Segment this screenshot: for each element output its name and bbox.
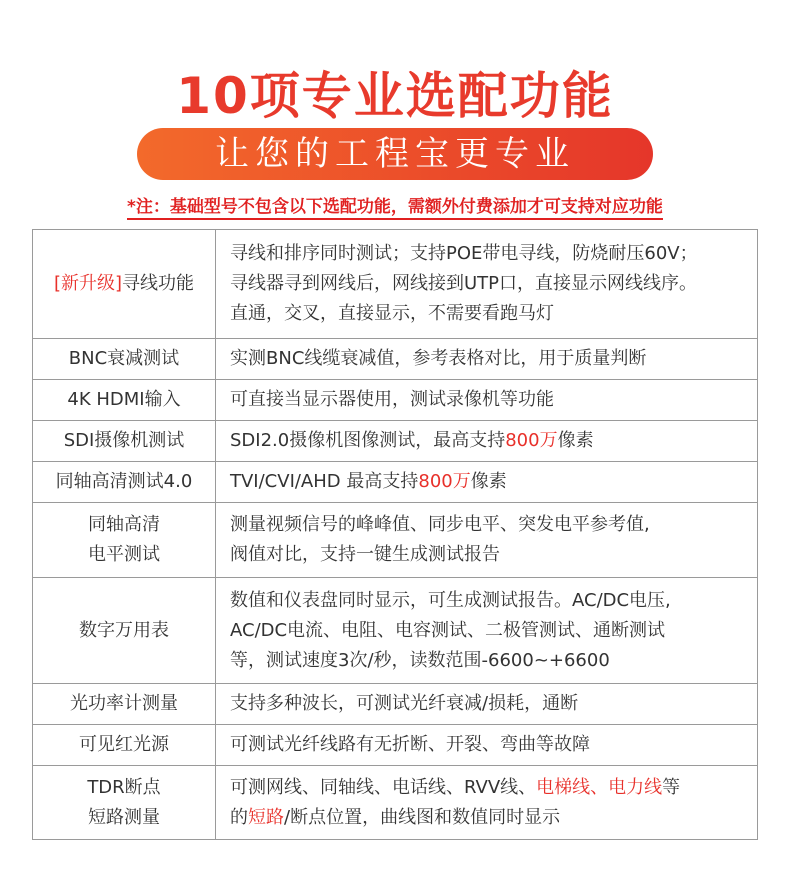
description-line bbox=[230, 803, 751, 833]
table-row bbox=[33, 684, 758, 725]
description-line: 测量视频信号的峰峰值、同步电平、突发电平参考值, bbox=[230, 514, 650, 535]
table-row bbox=[33, 725, 758, 766]
feature-label: 同轴高清 bbox=[88, 514, 160, 535]
description-line: 寻线和排序同时测试；支持POE带电寻线，防烧耐压60V； bbox=[230, 243, 698, 264]
feature-cell bbox=[33, 766, 216, 840]
feature-cell bbox=[33, 339, 216, 380]
description-line: 支持多种波长，可测试光纤衰减/损耗，通断 bbox=[230, 693, 579, 714]
highlight-text: 电梯线、电力线 bbox=[536, 776, 663, 798]
feature-label: BNC衰减测试 bbox=[68, 348, 180, 369]
table-row bbox=[33, 503, 758, 578]
description-cell bbox=[216, 503, 758, 578]
feature-label: 寻线功能 bbox=[122, 273, 195, 294]
disclaimer-text: *注：基础型号不包含以下选配功能，需额外付费添加才可支持对应功能 bbox=[127, 192, 663, 220]
description-line: 寻线器寻到网线后，网线接到UTP口，直接显示网线线序。 bbox=[230, 273, 698, 294]
feature-label: 4K HDMI输入 bbox=[67, 389, 181, 410]
highlight-text: 800万 bbox=[505, 430, 558, 451]
description-text: /断点位置，曲线图和数值同时显示 bbox=[284, 806, 561, 828]
feature-tag: [新升级] bbox=[53, 273, 123, 294]
description-text: 可测网线、同轴线、电话线、RVV线、 bbox=[230, 776, 537, 798]
feature-label: 短路测量 bbox=[88, 806, 160, 828]
feature-table bbox=[32, 229, 758, 840]
table-row bbox=[33, 421, 758, 462]
disclaimer-note bbox=[0, 192, 790, 220]
description-text: 像素 bbox=[470, 471, 507, 492]
description-line: 实测BNC线缆衰减值，参考表格对比，用于质量判断 bbox=[230, 348, 647, 369]
description-cell bbox=[216, 230, 758, 339]
table-row bbox=[33, 766, 758, 840]
description-text: SDI2.0摄像机图像测试，最高支持 bbox=[230, 430, 506, 451]
feature-label: TDR断点 bbox=[87, 776, 161, 798]
description-cell bbox=[216, 380, 758, 421]
feature-label: 同轴高清测试4.0 bbox=[55, 471, 193, 492]
description-text: 的 bbox=[230, 806, 248, 828]
description-cell bbox=[216, 462, 758, 503]
highlight-text: 短路 bbox=[248, 806, 284, 828]
description-line: 等，测试速度3次/秒，读数范围-6600~+6600 bbox=[230, 649, 610, 671]
feature-label: 电平测试 bbox=[88, 544, 160, 565]
feature-label: SDI摄像机测试 bbox=[63, 430, 185, 451]
description-cell bbox=[216, 725, 758, 766]
feature-label: 可见红光源 bbox=[79, 734, 169, 755]
description-line: 可直接当显示器使用，测试录像机等功能 bbox=[230, 389, 554, 410]
feature-cell bbox=[33, 684, 216, 725]
description-line: 可测试光纤线路有无折断、开裂、弯曲等故障 bbox=[230, 734, 590, 755]
table-row bbox=[33, 380, 758, 421]
description-cell bbox=[216, 578, 758, 684]
feature-cell bbox=[33, 380, 216, 421]
feature-label: 数字万用表 bbox=[79, 619, 169, 641]
description-line: 阀值对比，支持一键生成测试报告 bbox=[230, 544, 500, 565]
description-line: 数值和仪表盘同时显示，可生成测试报告。AC/DC电压, bbox=[230, 589, 671, 611]
description-line: AC/DC电流、电阻、电容测试、二极管测试、通断测试 bbox=[230, 619, 666, 641]
page-title: 10项专业选配功能 bbox=[176, 67, 614, 125]
highlight-text: 800万 bbox=[418, 471, 471, 492]
subtitle-banner: 让您的工程宝更专业 bbox=[137, 128, 653, 180]
table-row bbox=[33, 462, 758, 503]
feature-cell bbox=[33, 230, 216, 339]
feature-cell bbox=[33, 725, 216, 766]
description-cell bbox=[216, 766, 758, 840]
feature-cell bbox=[33, 503, 216, 578]
description-cell bbox=[216, 421, 758, 462]
description-line: 直通，交叉，直接显示，不需要看跑马灯 bbox=[230, 303, 554, 324]
description-text: 等 bbox=[662, 776, 681, 798]
feature-cell bbox=[33, 421, 216, 462]
feature-cell bbox=[33, 578, 216, 684]
description-cell bbox=[216, 684, 758, 725]
feature-label: 光功率计测量 bbox=[70, 693, 178, 714]
feature-cell bbox=[33, 462, 216, 503]
table-row bbox=[33, 578, 758, 684]
description-line bbox=[230, 773, 751, 803]
description-cell bbox=[216, 339, 758, 380]
description-text: 像素 bbox=[557, 430, 594, 451]
table-row bbox=[33, 339, 758, 380]
description-text: TVI/CVI/AHD 最高支持 bbox=[230, 471, 419, 492]
table-row bbox=[33, 230, 758, 339]
